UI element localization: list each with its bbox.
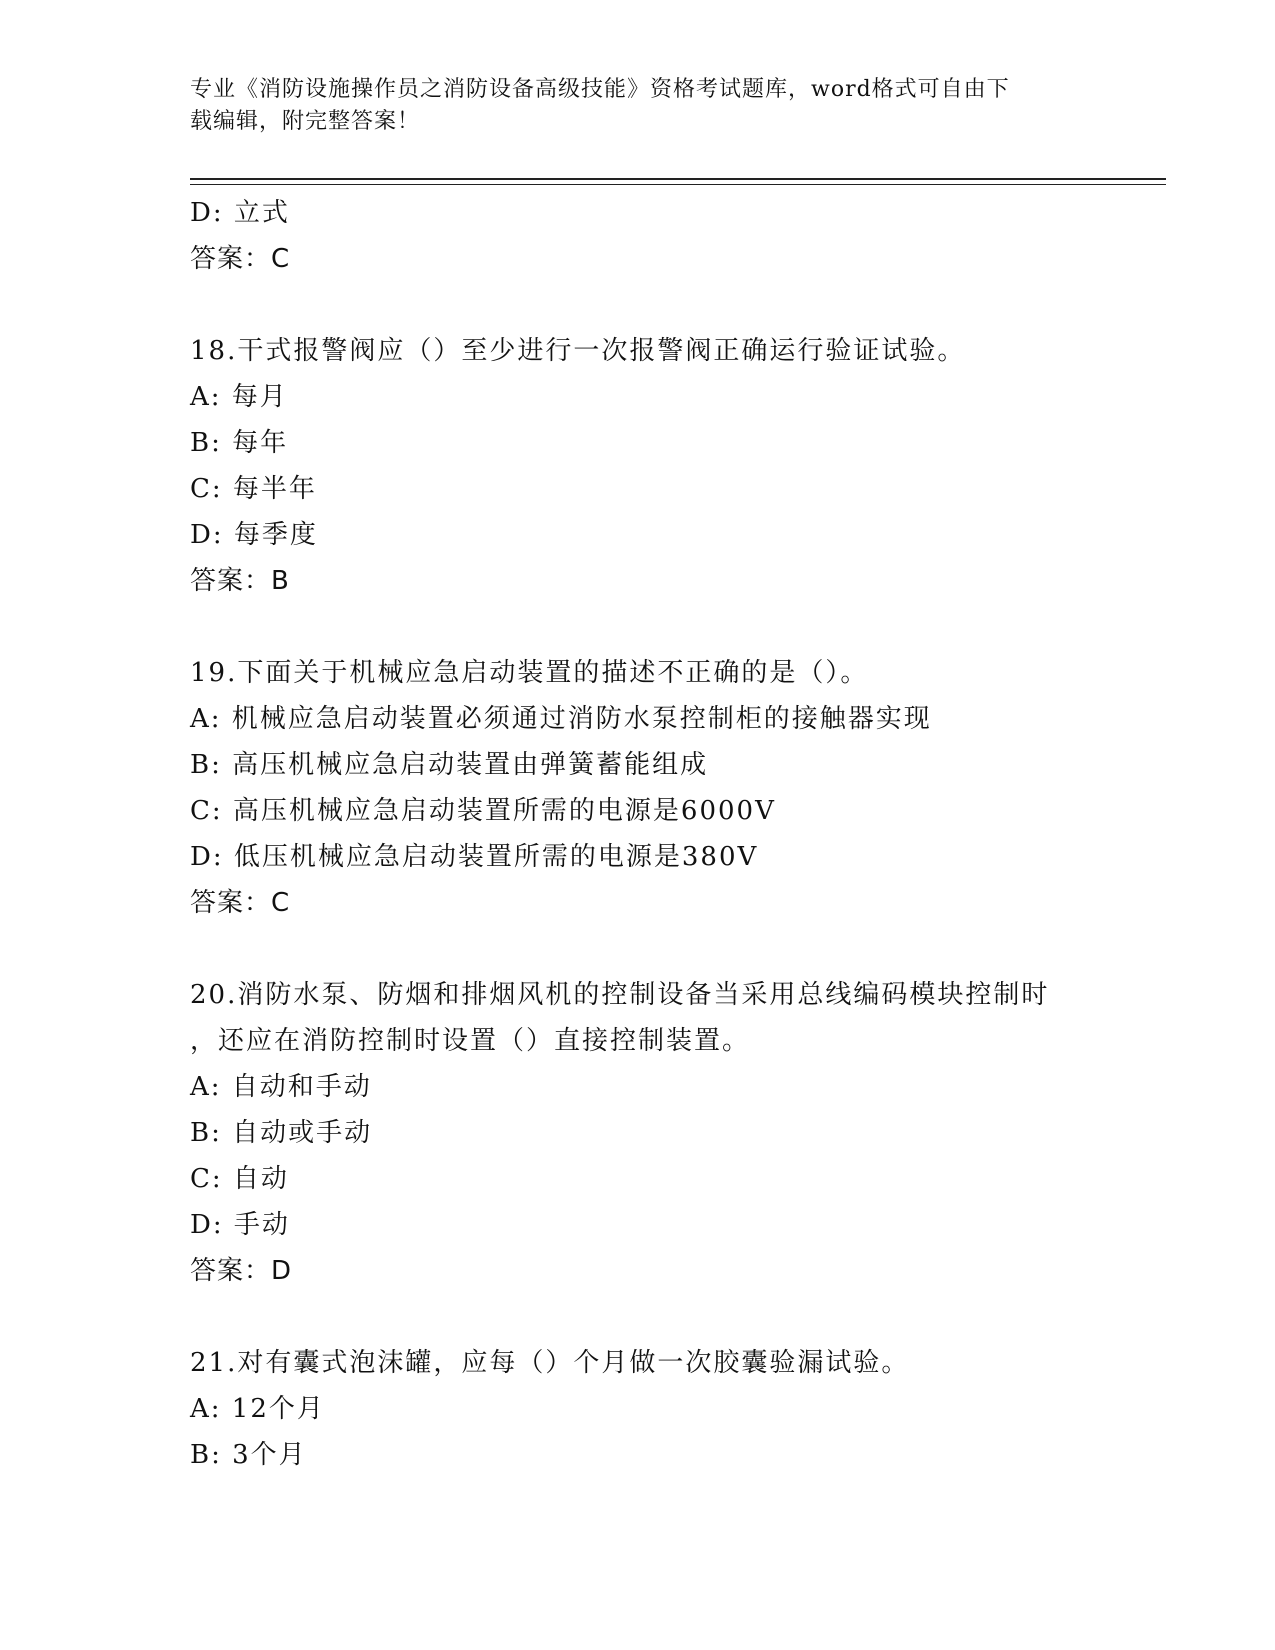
option-a: A: 机械应急启动装置必须通过消防水泵控制柜的接触器实现 — [190, 704, 932, 734]
spacer — [190, 926, 1166, 972]
option-b: B: 自动或手动 — [190, 1118, 373, 1148]
spacer — [190, 1294, 1166, 1340]
option-a: A: 每月 — [190, 382, 288, 412]
header-divider-thick — [190, 178, 1166, 180]
answer-line: 答案：C — [190, 888, 291, 918]
option-c: C: 高压机械应急启动装置所需的电源是6000V — [190, 796, 776, 826]
option-c: C: 每半年 — [190, 474, 317, 504]
question-list — [190, 190, 1166, 1478]
header-divider-thin — [190, 184, 1166, 185]
spacer — [190, 604, 1166, 650]
option-a: A: 12个月 — [190, 1394, 325, 1424]
question-title: 19.下面关于机械应急启动装置的描述不正确的是（）。 — [190, 658, 869, 688]
option-d: D: 低压机械应急启动装置所需的电源是380V — [190, 842, 759, 872]
header-line-2: 载编辑，附完整答案！ — [190, 109, 421, 134]
answer-line: 答案：C — [190, 244, 291, 274]
option-a: A: 自动和手动 — [190, 1072, 372, 1102]
answer-line: 答案：D — [190, 1256, 293, 1286]
question-title-line-1: 20.消防水泵、防烟和排烟风机的控制设备当采用总线编码模块控制时 — [190, 980, 1050, 1010]
option-b: B: 3个月 — [190, 1440, 307, 1470]
option-c: C: 自动 — [190, 1164, 289, 1194]
option-d: D: 手动 — [190, 1210, 290, 1240]
question-title: 21.对有囊式泡沫罐，应每（）个月做一次胶囊验漏试验。 — [190, 1348, 910, 1378]
question-title: 18.干式报警阀应（）至少进行一次报警阀正确运行验证试验。 — [190, 336, 966, 366]
answer-line: 答案：B — [190, 566, 290, 596]
document-header — [190, 74, 1090, 138]
spacer — [190, 282, 1166, 328]
header-line-1: 专业《消防设施操作员之消防设备高级技能》资格考试题库，word格式可自由下 — [190, 77, 1010, 102]
option-b: B: 高压机械应急启动装置由弹簧蓄能组成 — [190, 750, 709, 780]
option-d: D: 每季度 — [190, 520, 318, 550]
option-d: D: 立式 — [190, 198, 290, 228]
option-b: B: 每年 — [190, 428, 289, 458]
question-title-line-2: ，还应在消防控制时设置（）直接控制装置。 — [190, 1026, 751, 1056]
